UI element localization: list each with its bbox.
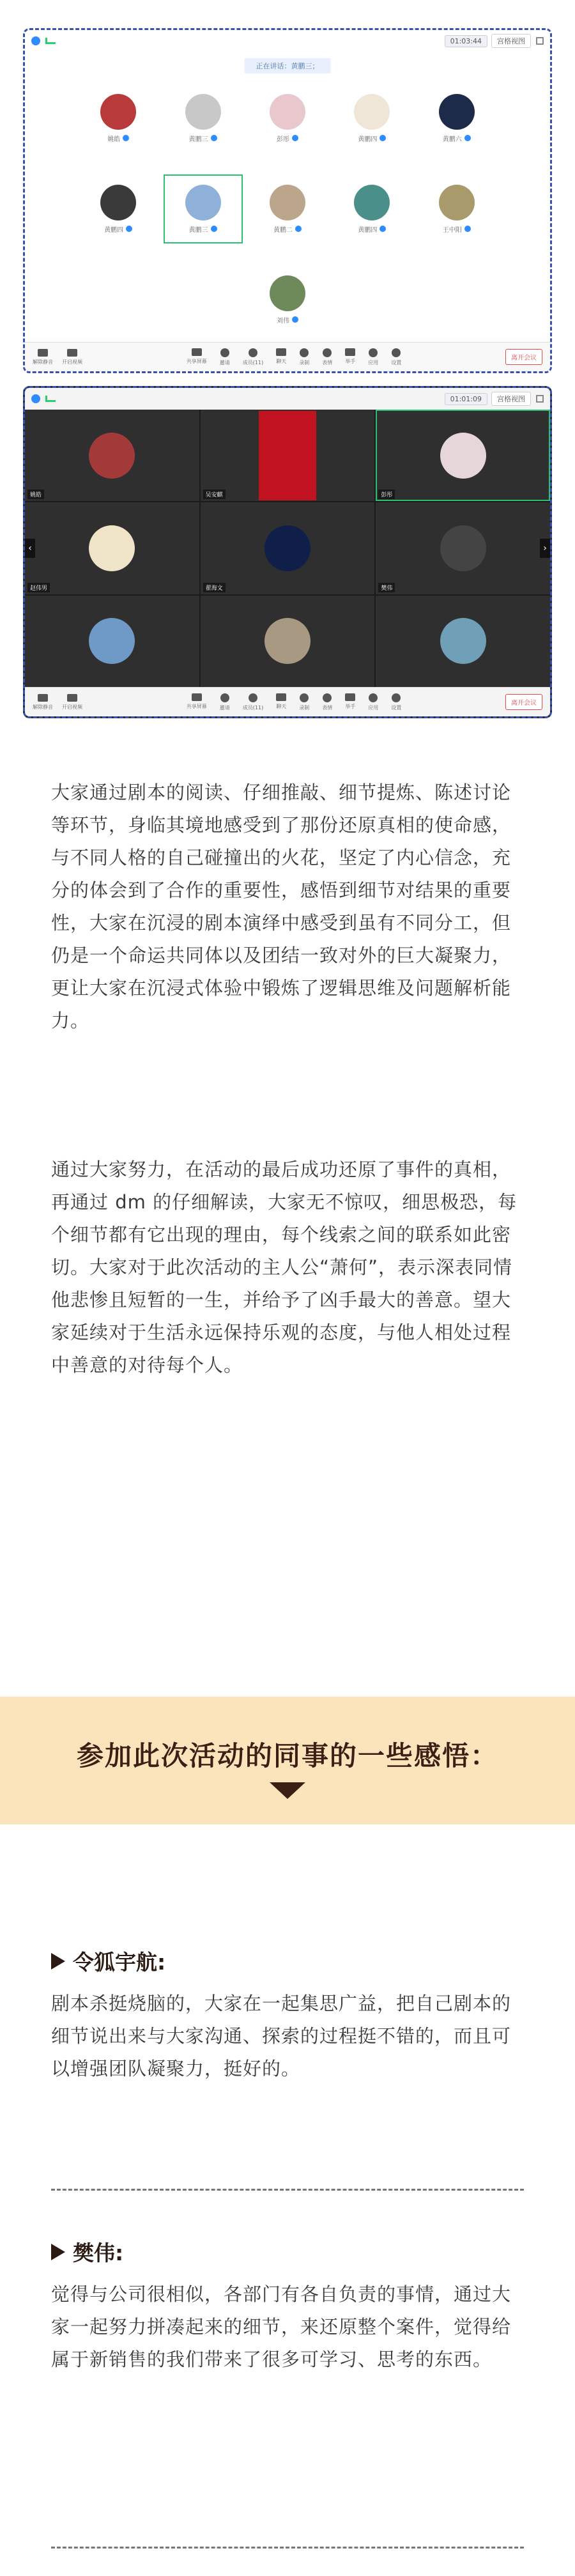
participant-name	[358, 224, 386, 234]
toolbar-button[interactable]	[276, 348, 286, 366]
participant-name	[104, 224, 132, 234]
participant-name	[443, 134, 471, 143]
toolbar-button[interactable]	[345, 693, 355, 711]
meeting-timer: 01:03:44	[445, 35, 487, 47]
meeting-topbar	[25, 30, 550, 52]
toolbar-button[interactable]	[243, 693, 263, 711]
video-tile[interactable]	[201, 596, 375, 687]
fullscreen-icon[interactable]	[536, 37, 544, 45]
participant-name	[358, 134, 386, 143]
toolbar-label: 邀请	[219, 704, 230, 711]
toolbar-label: 举手	[345, 358, 356, 364]
view-switch-button[interactable]: 宫格视图	[491, 34, 531, 48]
participant-name-label: 刘伟	[276, 317, 289, 325]
toolbar-button[interactable]	[368, 693, 378, 711]
apps-icon	[369, 348, 378, 357]
microphone-icon	[38, 349, 48, 357]
video-feed	[440, 618, 486, 664]
avatar	[439, 185, 475, 220]
participant-name-label: 黄鹏四	[358, 135, 378, 143]
toolbar-label: 设置	[391, 704, 402, 711]
toolbar-label: 聊天	[276, 358, 287, 364]
members-icon	[249, 693, 257, 702]
section-body: 剧本杀挺烧脑的，大家在一起集思广益，把自己剧本的细节说出来与大家沟通、探索的过程挺不错的，而且可以增强团队凝聚力，挺好的。	[51, 1993, 512, 2079]
participant-name-label: 黄鹏三	[188, 135, 208, 143]
toolbar-button[interactable]	[220, 693, 230, 711]
avatar	[354, 185, 390, 220]
participant-tile[interactable]	[76, 84, 160, 153]
mic-status-icon	[464, 226, 471, 232]
participant-tile[interactable]	[164, 174, 243, 243]
toolbar-label: 聊天	[276, 703, 287, 709]
view-switch-button[interactable]: 宫格视图	[491, 392, 531, 406]
participant-name-label: 黄鹏二	[273, 226, 293, 234]
avatar	[270, 94, 305, 130]
avatar	[354, 94, 390, 130]
share-screen-icon	[192, 348, 202, 356]
feedback-section	[51, 1946, 524, 2085]
mic-status-icon	[464, 135, 471, 141]
avatar	[100, 185, 136, 220]
toolbar-label: 邀请	[219, 359, 230, 366]
video-tile[interactable]	[376, 596, 550, 687]
avatar	[185, 94, 221, 130]
participant-name	[277, 315, 298, 325]
avatar	[100, 94, 136, 130]
section-title: 令狐宇航:	[73, 1950, 166, 1975]
toolbar-label: 录制	[299, 704, 310, 711]
toolbar-label: 解除静音	[33, 704, 53, 710]
participant-tile[interactable]	[160, 84, 245, 153]
avatar	[270, 275, 305, 311]
mic-status-icon	[211, 226, 217, 232]
participant-name	[189, 134, 217, 143]
mic-button[interactable]	[33, 694, 53, 711]
toolbar-label: 成员(11)	[242, 359, 264, 366]
article-paragraph-2: 通过大家努力，在活动的最后成功还原了事件的真相，再通过 dm 的仔细解读，大家无不惊叹，细思极恐，每个细节都有它出现的理由，每个线索之间的联系如此密切。大家对于此次活动的主人公“萧何”，表示深表同情他悲惨且短暂的一生，并给予了凶手最大的善意。望大家延续对于生活永远保持乐观的态度，与他人相处过程中善意的对待每个人。	[51, 1159, 518, 1376]
toolbar-button[interactable]	[322, 348, 332, 366]
leave-meeting-button[interactable]: 离开会议	[505, 349, 542, 365]
participant-tile[interactable]	[245, 174, 330, 243]
mic-status-icon	[379, 226, 386, 232]
video-feed	[440, 525, 486, 571]
members-icon	[249, 348, 257, 357]
toolbar-label: 举手	[345, 703, 356, 709]
video-tile[interactable]	[25, 410, 199, 501]
mic-status-icon	[123, 135, 129, 141]
toolbar-button[interactable]	[345, 348, 355, 366]
toolbar-label: 解除静音	[33, 359, 53, 365]
avatar	[270, 185, 305, 220]
video-tile-name: 彭彤	[378, 490, 395, 499]
signal-icon	[45, 38, 56, 44]
participant-name	[273, 224, 302, 234]
participant-name	[189, 224, 217, 234]
participant-name	[277, 134, 298, 143]
feedback-banner	[0, 1697, 575, 1824]
toolbar-label: 应用	[368, 704, 379, 711]
participant-tile[interactable]	[76, 174, 160, 243]
participant-tile[interactable]	[330, 84, 414, 153]
toolbar-button[interactable]	[391, 348, 401, 366]
toolbar-label: 开启视频	[62, 359, 82, 365]
mic-button[interactable]	[33, 349, 53, 366]
participant-name-label: 黄鹏四	[358, 226, 378, 234]
video-tile[interactable]	[201, 410, 375, 501]
avatar	[185, 185, 221, 220]
video-tile-name: 翟海文	[203, 583, 226, 592]
toolbar-label: 应用	[368, 359, 379, 366]
toolbar-button[interactable]	[220, 348, 230, 366]
video-tile[interactable]	[25, 596, 199, 687]
raise-hand-icon	[345, 348, 355, 356]
raise-hand-icon	[345, 693, 355, 701]
video-feed	[89, 433, 135, 479]
video-tile[interactable]	[25, 502, 199, 594]
toolbar-button[interactable]	[299, 693, 309, 711]
toolbar-button[interactable]	[187, 693, 207, 711]
meeting-video-screenshot	[23, 386, 552, 718]
toolbar-label: 设置	[391, 359, 402, 366]
participant-name-label: 王中阳	[442, 226, 462, 234]
toolbar-label: 成员(11)	[242, 704, 264, 711]
video-feed	[440, 433, 486, 479]
video-feed	[259, 411, 316, 500]
microphone-icon	[38, 694, 48, 702]
video-tile[interactable]	[201, 502, 375, 594]
participant-name-label: 彭彤	[276, 135, 289, 143]
invite-icon	[220, 348, 229, 357]
camera-button[interactable]	[62, 349, 82, 366]
emoji-icon	[323, 693, 332, 702]
video-tile-name: 樊伟	[378, 583, 395, 592]
participant-name	[107, 134, 129, 143]
next-page-icon[interactable]: ›	[540, 539, 550, 558]
feedback-section	[51, 2237, 524, 2376]
participant-tile[interactable]	[245, 265, 330, 334]
video-camera-icon	[67, 694, 77, 702]
record-icon	[300, 693, 309, 702]
share-screen-icon	[192, 693, 202, 701]
toolbar-button[interactable]	[187, 348, 207, 366]
video-feed	[89, 618, 135, 664]
mic-status-icon	[292, 316, 298, 323]
section-title: 樊伟:	[73, 2241, 124, 2265]
video-tile-name: 姚皓	[27, 490, 44, 499]
participant-tile[interactable]	[245, 84, 330, 153]
participant-name-label: 黄鹏三	[188, 226, 208, 234]
toolbar-button[interactable]	[322, 693, 332, 711]
avatar	[439, 94, 475, 130]
mic-status-icon	[211, 135, 217, 141]
dashed-divider	[51, 2189, 524, 2191]
toolbar-button[interactable]	[368, 348, 378, 366]
emoji-icon	[323, 348, 332, 357]
signal-icon	[45, 396, 56, 402]
gear-icon	[392, 348, 401, 357]
chat-icon	[276, 693, 286, 701]
participant-gallery	[76, 84, 499, 334]
meeting-toolbar	[25, 342, 550, 371]
toolbar-label: 共享屏幕	[186, 703, 207, 709]
participant-tile[interactable]	[415, 84, 499, 153]
speaking-indicator: 正在讲话：黄鹏三；	[245, 58, 331, 73]
meeting-topbar	[25, 388, 550, 410]
camera-button[interactable]	[62, 694, 82, 711]
video-tile[interactable]	[376, 502, 550, 594]
toolbar-button[interactable]	[299, 348, 309, 366]
meeting-timer: 01:01:09	[445, 393, 487, 405]
toolbar-label: 开启视频	[62, 704, 82, 710]
participant-tile[interactable]	[415, 174, 499, 243]
gear-icon	[392, 693, 401, 702]
leave-meeting-button[interactable]: 离开会议	[505, 694, 542, 710]
triangle-bullet-icon	[51, 1953, 65, 1970]
section-body: 觉得与公司很相似，各部门有各自负责的事情，通过大家一起努力拼凑起来的细节，来还原整个案件，觉得给属于新销售的我们带来了很多可学习、思考的东西。	[51, 2283, 512, 2370]
video-feed	[264, 525, 310, 571]
article-paragraph-1: 大家通过剧本的阅读、仔细推敲、细节提炼、陈述讨论等环节，身临其境地感受到了那份还原真相的使命感，与不同人格的自己碰撞出的火花，坚定了内心信念，充分的体会到了合作的重要性，感悟到细节对结果的重要性，大家在沉浸的剧本演绎中感受到虽有不同分工，但仍是一个命运共同体以及团结一致对外的巨大凝聚力，更让大家在沉浸式体验中锻炼了逻辑思维及问题解析能力。	[51, 782, 512, 1031]
toolbar-label: 表情	[322, 359, 333, 366]
down-arrow-icon	[270, 1782, 305, 1799]
video-feed	[264, 618, 310, 664]
video-tile[interactable]	[376, 410, 550, 501]
video-tile-name: 赵伟男	[27, 583, 50, 592]
video-feed	[89, 525, 135, 571]
app-logo-icon	[31, 394, 40, 403]
toolbar-button[interactable]	[391, 693, 401, 711]
record-icon	[300, 348, 309, 357]
previous-page-icon[interactable]: ‹	[25, 539, 35, 558]
meeting-gallery-screenshot	[23, 28, 552, 373]
mic-status-icon	[379, 135, 386, 141]
chat-icon	[276, 348, 286, 356]
invite-icon	[220, 693, 229, 702]
meeting-toolbar	[25, 687, 550, 716]
app-logo-icon	[31, 36, 40, 45]
toolbar-button[interactable]	[243, 348, 263, 366]
toolbar-button[interactable]	[276, 693, 286, 711]
participant-name-label: 黄鹏六	[442, 135, 462, 143]
banner-title: 参加此次活动的同事的一些感悟：	[76, 1740, 498, 1771]
toolbar-label: 录制	[299, 359, 310, 366]
dashed-divider	[51, 2547, 524, 2549]
fullscreen-icon[interactable]	[536, 395, 544, 403]
video-grid	[25, 410, 550, 687]
toolbar-label: 表情	[322, 704, 333, 711]
triangle-bullet-icon	[51, 2244, 65, 2260]
participant-name-label: 姚皓	[107, 135, 121, 143]
mic-status-icon	[292, 135, 298, 141]
video-camera-icon	[67, 349, 77, 357]
participant-name-label: 黄鹏四	[104, 226, 124, 234]
participant-name	[443, 224, 471, 234]
toolbar-label: 共享屏幕	[186, 358, 207, 364]
mic-status-icon	[295, 226, 302, 232]
apps-icon	[369, 693, 378, 702]
mic-status-icon	[126, 226, 132, 232]
video-tile-name: 吴安麒	[203, 490, 226, 499]
participant-tile[interactable]	[330, 174, 414, 243]
